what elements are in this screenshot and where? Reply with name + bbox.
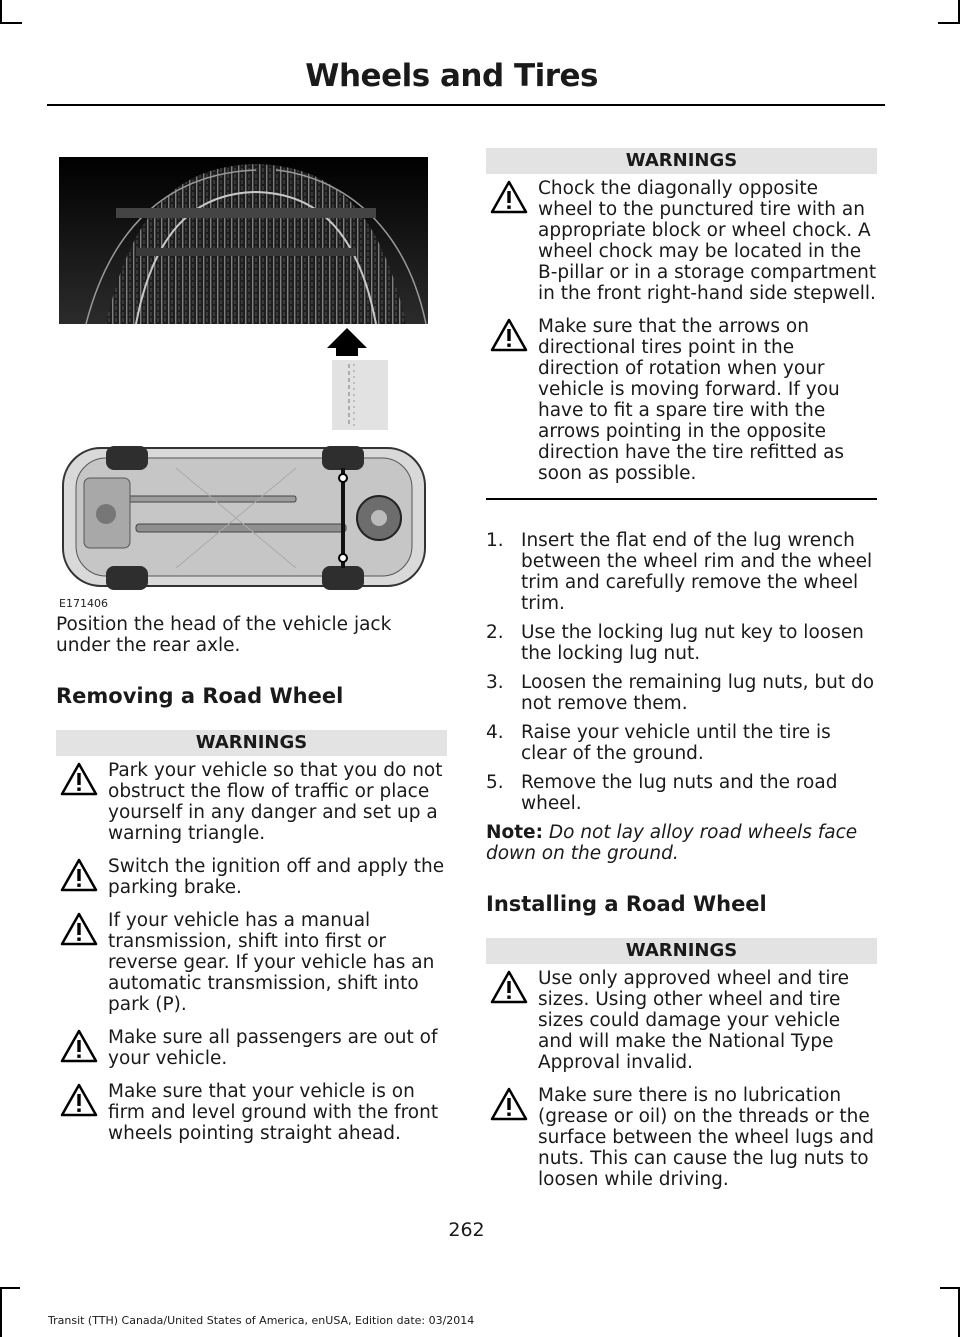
- section-divider: [486, 498, 877, 500]
- crop-mark: [0, 1287, 20, 1289]
- crop-mark: [0, 22, 22, 24]
- list-item: 5. Remove the lug nuts and the road wheel.: [486, 772, 838, 814]
- list-item: 4. Raise your vehicle until the tire is clear of the ground.: [486, 722, 831, 764]
- list-item: 3. Loosen the remaining lug nuts, but do not remove them.: [486, 672, 875, 714]
- warnings-header: WARNINGS: [486, 938, 877, 964]
- section-heading-installing: Installing a Road Wheel: [486, 892, 767, 916]
- note: [486, 822, 877, 864]
- note-text: Do not lay alloy road wheels face down on the ground.: [486, 822, 858, 864]
- crop-mark: [938, 22, 960, 24]
- warning-item: Park your vehicle so that you do not obstruct the flow of traffic or place yourself in any danger and set up a warning triangle.: [56, 760, 447, 844]
- section-heading-removing: Removing a Road Wheel: [56, 684, 344, 708]
- warning-triangle-icon: [60, 762, 98, 796]
- warnings-header: WARNINGS: [56, 730, 447, 756]
- warning-item: Make sure that the arrows on directional tires point in the direction of rotation when your vehicle is moving forward. If you have to fit a spare tire with the arrows pointing in the opposite direction have the tire refitted as soon as possible.: [486, 316, 877, 484]
- list-item: 2. Use the locking lug nut key to loosen the locking lug nut.: [486, 622, 864, 664]
- warning-triangle-icon: [60, 1083, 98, 1117]
- figure-code: E171406: [59, 597, 108, 610]
- warning-triangle-icon: [490, 180, 528, 214]
- steps-list: [486, 530, 877, 814]
- warning-triangle-icon: [60, 912, 98, 946]
- left-column: [56, 148, 447, 1156]
- vehicle-jack-figure: [56, 148, 447, 610]
- header-rule: [47, 104, 885, 106]
- warning-item: Use only approved wheel and tire sizes. Using other wheel and tire sizes could damage your vehicle and will make the National Type Approval invalid.: [486, 968, 877, 1073]
- warning-item: Make sure that your vehicle is on firm and level ground with the front wheels pointing straight ahead.: [56, 1081, 447, 1144]
- note-label: Note:: [486, 822, 543, 843]
- warning-triangle-icon: [60, 1029, 98, 1063]
- warning-item: Chock the diagonally opposite wheel to the punctured tire with an appropriate block or wheel chock. A wheel chock may be located in the B-pillar or in a storage compartment in the front right-hand side stepwell.: [486, 178, 877, 304]
- warning-triangle-icon: [490, 970, 528, 1004]
- crop-mark: [0, 0, 2, 24]
- warning-triangle-icon: [490, 1087, 528, 1121]
- figure-caption: Position the head of the vehicle jack under the rear axle.: [56, 614, 392, 656]
- warning-item: Make sure all passengers are out of your vehicle.: [56, 1027, 447, 1069]
- footer-edition: Transit (TTH) Canada/United States of America, enUSA, Edition date: 03/2014: [48, 1314, 475, 1327]
- page-title: Wheels and Tires: [305, 58, 598, 94]
- page-number: 262: [448, 1219, 485, 1241]
- warnings-header: WARNINGS: [486, 148, 877, 174]
- crop-mark: [0, 1287, 2, 1337]
- warning-item: If your vehicle has a manual transmission, shift into first or reverse gear. If your vehicle has an automatic transmission, shift into park (P).: [56, 910, 447, 1015]
- warning-triangle-icon: [60, 858, 98, 892]
- right-column: [486, 148, 877, 1202]
- warning-triangle-icon: [490, 318, 528, 352]
- list-item: 1. Insert the flat end of the lug wrench between the wheel rim and the wheel trim and carefully remove the wheel trim.: [486, 530, 873, 614]
- warning-item: Make sure there is no lubrication (grease or oil) on the threads or the surface between the wheel lugs and nuts. This can cause the lug nuts to loosen while driving.: [486, 1085, 877, 1190]
- crop-mark: [940, 1287, 960, 1289]
- warning-item: Switch the ignition off and apply the parking brake.: [56, 856, 447, 898]
- vehicle-underside-illustration: [56, 148, 447, 610]
